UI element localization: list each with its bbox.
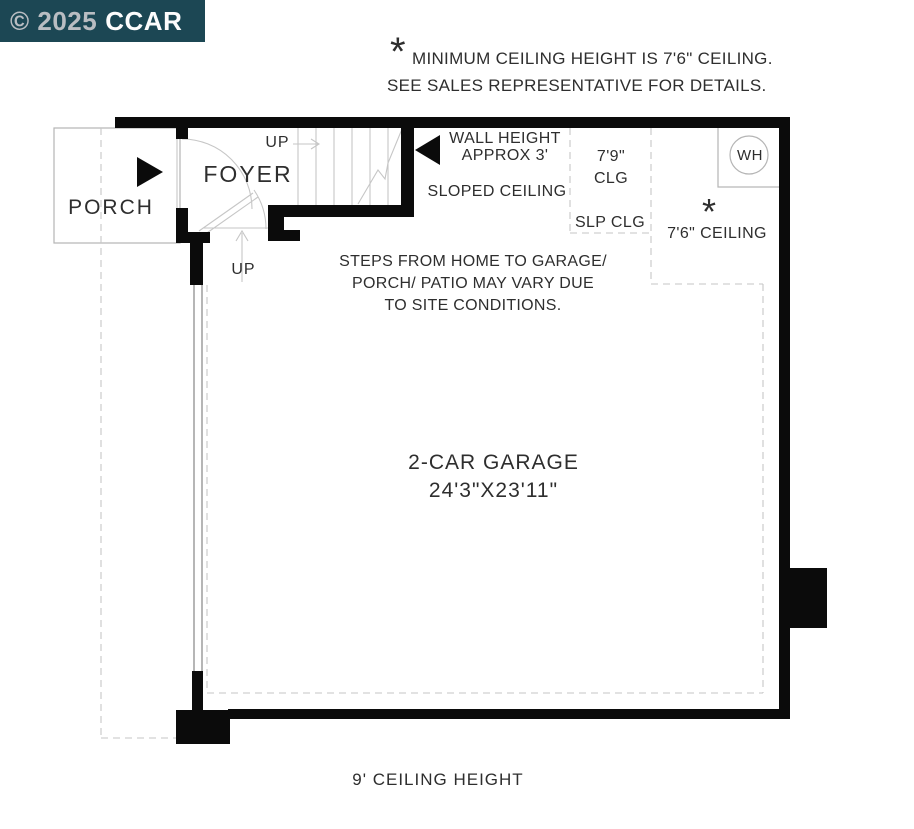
garage-name: 2-CAR GARAGE [408, 451, 579, 474]
slp-clg-label: SLP CLG [574, 214, 646, 231]
entry-direction-icon [137, 157, 163, 187]
top-note-line2: SEE SALES REPRESENTATIVE FOR DETAILS. [387, 76, 767, 95]
entry-up-label: UP [231, 261, 256, 278]
porch-outline [54, 128, 180, 243]
wall-height-arrow-icon [415, 135, 440, 165]
watermark-brand: CCAR [105, 5, 183, 36]
sloped-ceiling-label: SLOPED CEILING [427, 183, 567, 200]
ceiling-76-label: 7'6" CEILING [667, 225, 767, 242]
garage-door-post [788, 568, 827, 628]
top-note-asterisk: * [390, 30, 406, 74]
watermark-copyright: © 2025 [10, 5, 98, 36]
water-heater-label: WH [737, 147, 763, 164]
top-note-line1: MINIMUM CEILING HEIGHT IS 7'6" CEILING. [412, 49, 773, 68]
ceiling-76-asterisk: * [702, 191, 717, 232]
walls [115, 117, 827, 744]
garage-left-wall-lines [194, 283, 202, 671]
wall-height-note: WALL HEIGHT APPROX 3' [449, 130, 561, 164]
ceiling-79-label: 7'9" CLG [593, 148, 629, 187]
steps-note: STEPS FROM HOME TO GARAGE/ PORCH/ PATIO MAY VARY DUE TO SITE CONDITIONS. [339, 253, 607, 314]
stairs-up-label: UP [265, 134, 290, 151]
watermark [0, 0, 205, 42]
ceiling-height-note: 9' CEILING HEIGHT [352, 770, 524, 789]
foyer-label: FOYER [203, 161, 293, 187]
garage-dimensions: 24'3"X23'11" [428, 479, 559, 502]
garage-label [391, 449, 596, 505]
stairs-break-line [358, 129, 402, 204]
porch-label: PORCH [68, 196, 154, 219]
